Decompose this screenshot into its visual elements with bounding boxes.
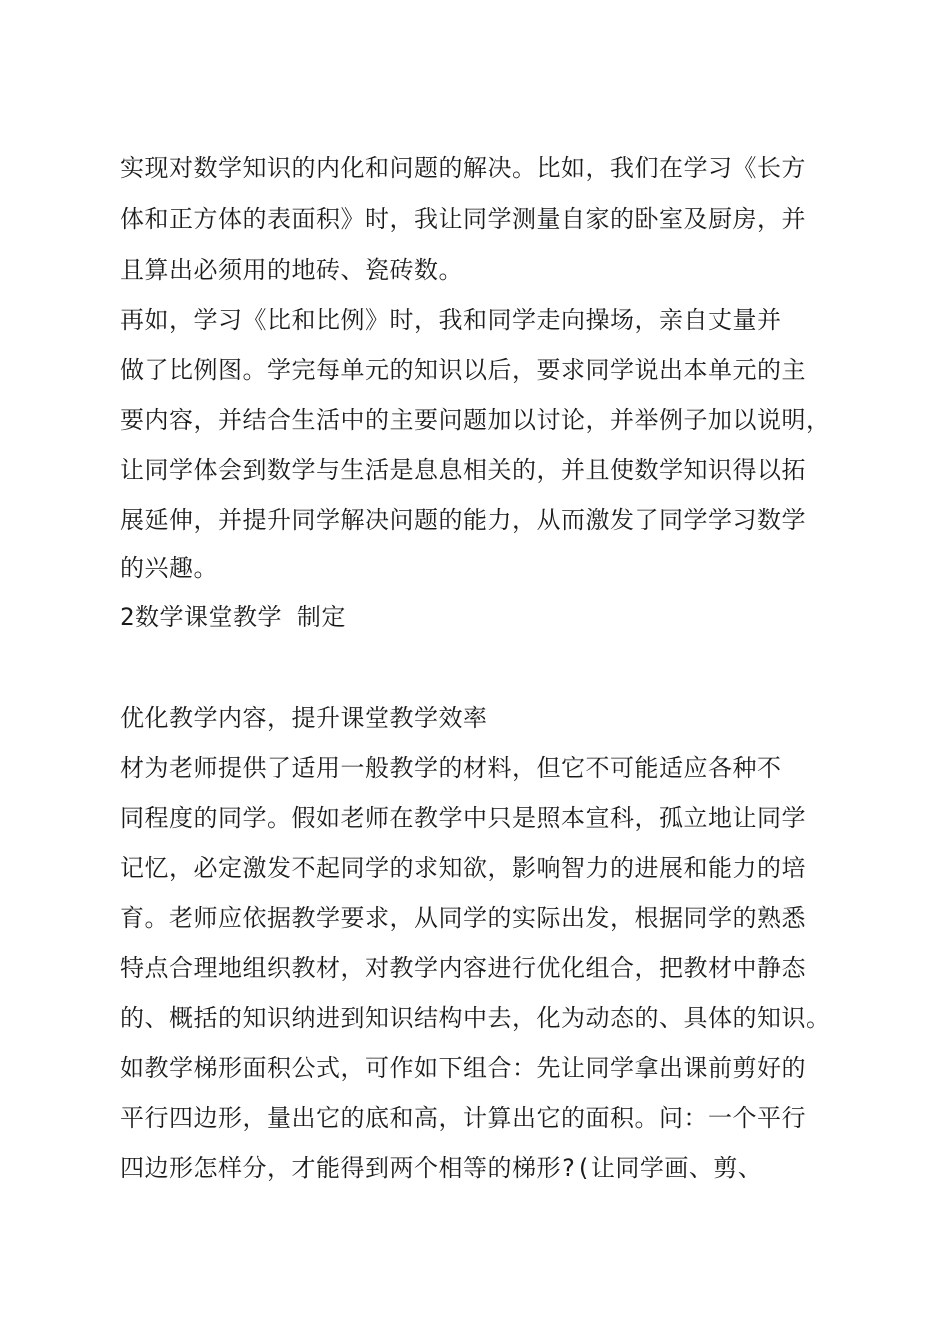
text-line: 体和正方体的表面积》时，我让同学测量自家的卧室及厨房，并 (120, 205, 806, 233)
text-line: 记忆，必定激发不起同学的求知欲，影响智力的进展和能力的培 (120, 854, 806, 882)
text-line: 如教学梯形面积公式，可作如下组合：先让同学拿出课前剪好的 (120, 1054, 806, 1082)
text-line: 的、概括的知识纳进到知识结构中去，化为动态的、具体的知识。 (120, 1004, 831, 1032)
text-line: 材为老师提供了适用一般教学的材料，但它不可能适应各种不 (120, 754, 782, 782)
text-line: 展延伸，并提升同学解决问题的能力，从而激发了同学学习数学 (120, 506, 806, 534)
text-line: 平行四边形，量出它的底和高，计算出它的面积。问：一个平行 (120, 1104, 806, 1132)
text-line: 且算出必须用的地砖、瓷砖数。 (120, 256, 463, 284)
text-line: 育。老师应依据教学要求，从同学的实际出发，根据同学的熟悉 (120, 904, 806, 932)
text-line: 特点合理地组织教材，对教学内容进行优化组合，把教材中静态 (120, 954, 806, 982)
text-line: 做了比例图。学完每单元的知识以后，要求同学说出本单元的主 (120, 356, 806, 384)
text-line: 的兴趣。 (120, 554, 218, 582)
text-line: 同程度的同学。假如老师在教学中只是照本宣科，孤立地让同学 (120, 804, 806, 832)
section-heading: 2数学课堂教学 制定 (120, 603, 346, 631)
text-line: 再如，学习《比和比例》时，我和同学走向操场，亲自丈量并 (120, 306, 782, 334)
text-line: 实现对数学知识的内化和问题的解决。比如，我们在学习《长方 (120, 154, 806, 182)
text-line: 四边形怎样分，才能得到两个相等的梯形?(让同学画、剪、 (120, 1154, 763, 1182)
text-line: 让同学体会到数学与生活是息息相关的，并且使数学知识得以拓 (120, 456, 806, 484)
subsection-heading: 优化教学内容，提升课堂教学效率 (120, 704, 488, 732)
text-line: 要内容，并结合生活中的主要问题加以讨论，并举例子加以说明， (120, 406, 831, 434)
